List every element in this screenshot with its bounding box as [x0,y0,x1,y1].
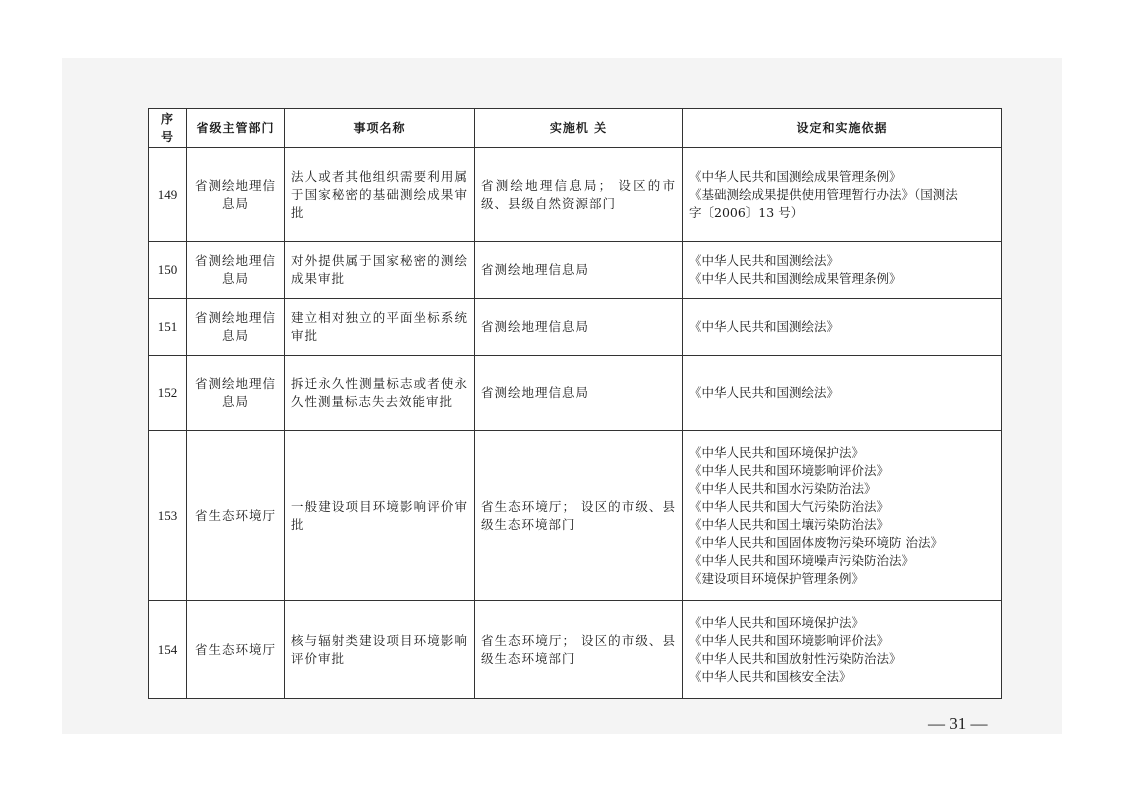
basis-line: 《中华人民共和国测绘法》 [689,385,840,400]
basis-line: 《中华人民共和国环境保护法》 [689,444,865,460]
header-name: 事项名称 [285,109,475,148]
row-org: 省测绘地理信息局 [475,242,683,299]
row-number: 154 [149,601,187,699]
basis-line: 《中华人民共和国核安全法》 [689,668,852,684]
basis-line: 《中华人民共和国放射性污染防治法》 [689,650,902,666]
basis-line: 《中华人民共和国测绘法》 [689,253,840,268]
row-org: 省测绘地理信息局； 设区的市级、县级自然资源部门 [475,148,683,242]
basis-line: 字〔2006〕13 号） [689,204,804,220]
row-number: 149 [149,148,187,242]
header-dept: 省级主管部门 [187,109,285,148]
basis-line: 《中华人民共和国测绘成果管理条例》 [689,168,902,184]
row-org: 省测绘地理信息局 [475,356,683,431]
row-org: 省生态环境厅； 设区的市级、县级生态环境部门 [475,431,683,601]
table-header-row [149,109,1002,148]
table-row [149,601,1002,699]
basis-line: 《中华人民共和国测绘法》 [689,319,840,334]
table-row [149,148,1002,242]
row-number: 153 [149,431,187,601]
row-number: 151 [149,299,187,356]
row-org: 省测绘地理信息局 [475,299,683,356]
basis-line: 《中华人民共和国固体废物污染环境防 治法》 [689,534,943,550]
basis-line: 《中华人民共和国环境保护法》 [689,614,865,630]
row-dept: 省测绘地理信息局 [187,356,285,431]
basis-line: 《中华人民共和国测绘成果管理条例》 [689,271,902,286]
row-basis [683,242,1002,299]
row-item-name: 法人或者其他组织需要利用属于国家秘密的基础测绘成果审批 [285,148,475,242]
row-org: 省生态环境厅； 设区的市级、县级生态环境部门 [475,601,683,699]
table-row [149,242,1002,299]
basis-line: 《中华人民共和国环境噪声污染防治法》 [689,552,915,568]
table-row [149,431,1002,601]
row-basis [683,601,1002,699]
basis-line: 《中华人民共和国环境影响评价法》 [689,462,890,478]
header-no: 序号 [149,109,187,148]
basis-line: 《基础测绘成果提供使用管理暂行办法》（国测法 [689,186,958,202]
row-dept: 省测绘地理信息局 [187,242,285,299]
basis-line: 《中华人民共和国土壤污染防治法》 [689,516,890,532]
row-basis [683,356,1002,431]
approval-items-table [148,108,1002,699]
table-row [149,356,1002,431]
row-basis [683,431,1002,601]
row-item-name: 拆迁永久性测量标志或者使永久性测量标志失去效能审批 [285,356,475,431]
basis-line: 《中华人民共和国水污染防治法》 [689,480,877,496]
basis-line: 《建设项目环境保护管理条例》 [689,570,865,586]
row-item-name: 一般建设项目环境影响评价审批 [285,431,475,601]
page-number: — 31 — [928,714,988,733]
row-dept: 省测绘地理信息局 [187,299,285,356]
row-basis [683,299,1002,356]
basis-line: 《中华人民共和国大气污染防治法》 [689,498,890,514]
table-row [149,299,1002,356]
row-dept: 省测绘地理信息局 [187,148,285,242]
row-basis [683,148,1002,242]
row-dept: 省生态环境厅 [187,601,285,699]
row-dept: 省生态环境厅 [187,431,285,601]
row-number: 152 [149,356,187,431]
row-item-name: 对外提供属于国家秘密的测绘成果审批 [285,242,475,299]
basis-line: 《中华人民共和国环境影响评价法》 [689,632,890,648]
header-org: 实施机 关 [475,109,683,148]
row-item-name: 建立相对独立的平面坐标系统审批 [285,299,475,356]
row-number: 150 [149,242,187,299]
header-basis: 设定和实施依据 [683,109,1002,148]
row-item-name: 核与辐射类建设项目环境影响评价审批 [285,601,475,699]
